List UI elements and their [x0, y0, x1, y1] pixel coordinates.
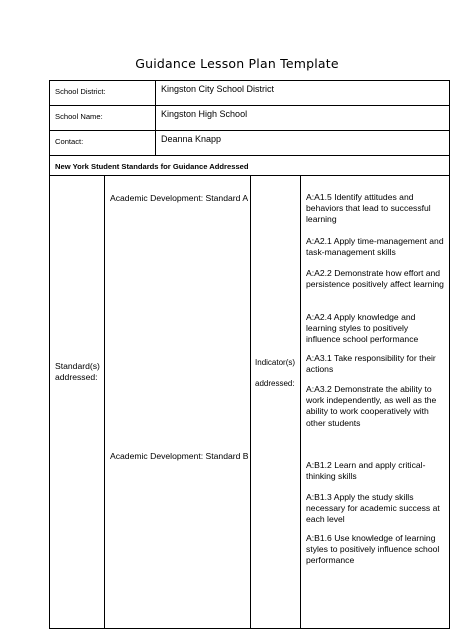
- indicator-item: A:B1.3 Apply the study skills necessary for academic success at each level: [306, 492, 440, 525]
- standards-label-cell: [50, 176, 105, 629]
- indicator-item: A:B1.2 Learn and apply critical-thinking skills: [306, 460, 426, 482]
- school-name-value: Kingston High School: [156, 106, 450, 131]
- lesson-plan-grid: [49, 80, 450, 629]
- indicators-list-cell: [301, 176, 450, 629]
- school-district-value: Kingston City School District: [156, 81, 450, 106]
- document-title: Guidance Lesson Plan Template: [135, 56, 339, 71]
- indicator-item: A:A3.2 Demonstrate the ability to work independently, as well as the ability to work cooperatively with other students: [306, 384, 437, 428]
- contact-label: Contact:: [50, 131, 156, 156]
- indicators-label-line1: Indicator(s): [255, 358, 296, 367]
- indicator-item: A:B1.6 Use knowledge of learning styles to positively influence school performance: [306, 533, 440, 566]
- indicator-item: A:A2.1 Apply time-management and task-management skills: [306, 236, 444, 258]
- academic-development-a: Academic Development: Standard A: [110, 193, 249, 203]
- indicators-label-line2: addressed:: [255, 379, 295, 388]
- school-name-label: School Name:: [50, 106, 156, 131]
- indicator-item: A:A3.1 Take responsibility for their actions: [306, 353, 436, 375]
- standards-label: Standard(s) addressed:: [55, 361, 100, 382]
- academic-development-cell: [105, 176, 251, 629]
- indicator-item: A:A1.5 Identify attitudes and behaviors that lead to successful learning: [306, 192, 431, 225]
- indicators-label-cell: [251, 176, 301, 629]
- academic-development-b: Academic Development: Standard B: [110, 451, 249, 461]
- indicator-item: A:A2.2 Demonstrate how effort and persistence positively affect learning: [306, 268, 444, 290]
- standards-section-header: New York Student Standards for Guidance Addressed: [50, 156, 450, 176]
- indicator-item: A:A2.4 Apply knowledge and learning styles to positively influence school performance: [306, 312, 419, 345]
- school-district-label: School District:: [50, 81, 156, 106]
- contact-value: Deanna Knapp: [156, 131, 450, 156]
